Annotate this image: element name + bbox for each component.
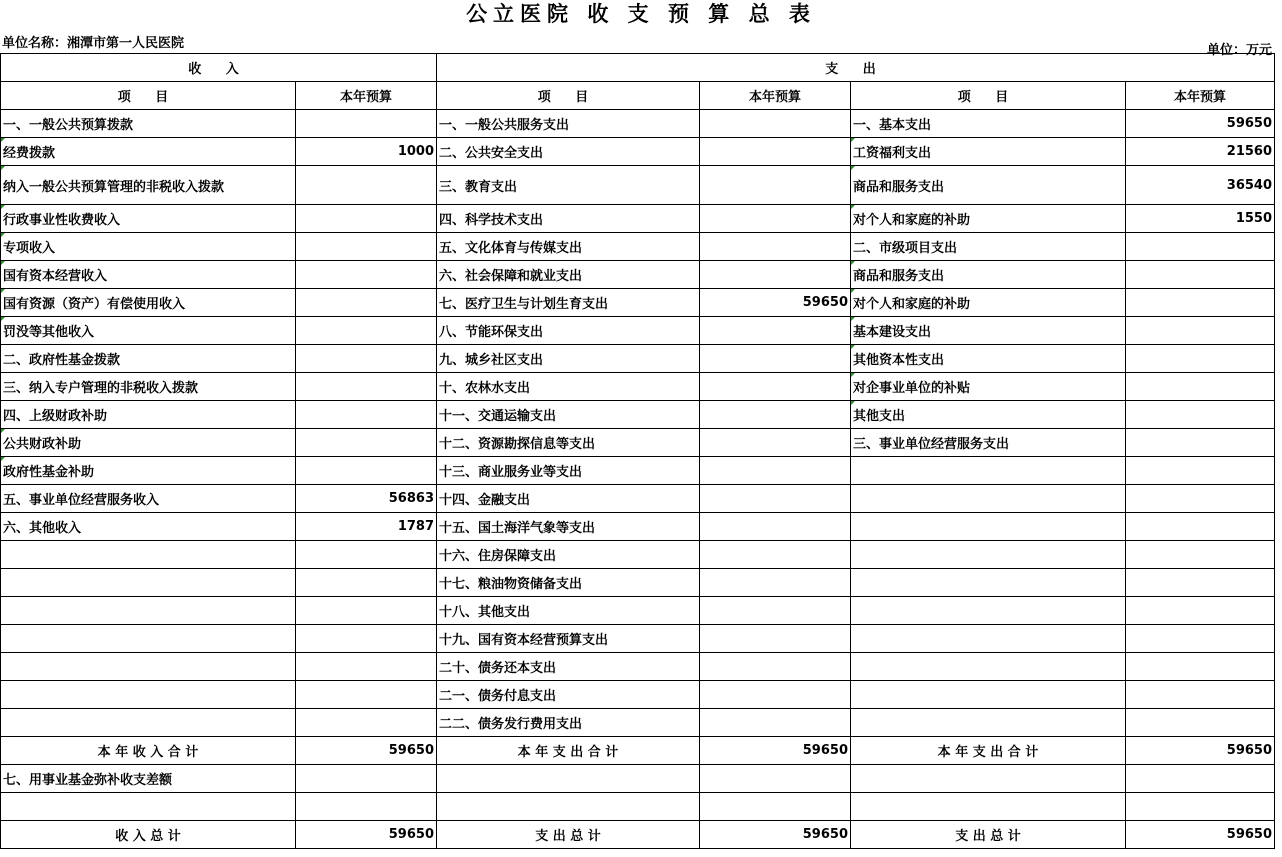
income-budget [296, 289, 437, 317]
table-row [1, 625, 1275, 653]
budget-table [0, 53, 1275, 849]
income-item [1, 541, 296, 569]
income-item: 政府性基金补助 [1, 457, 296, 485]
income-budget [296, 317, 437, 345]
expense-item: 十九、国有资本经营预算支出 [437, 625, 700, 653]
table-row [1, 653, 1275, 681]
expense-budget [700, 457, 851, 485]
expense-detail-item [851, 793, 1126, 821]
income-item: 七、用事业基金弥补收支差额 [1, 765, 296, 793]
expense-detail-budget [1126, 261, 1275, 289]
expense-budget [700, 793, 851, 821]
income-item: 国有资本经营收入 [1, 261, 296, 289]
income-item [1, 597, 296, 625]
table-row [1, 597, 1275, 625]
income-item [1, 625, 296, 653]
expense-detail-item: 对个人和家庭的补助 [851, 289, 1126, 317]
expense-detail-budget [1126, 317, 1275, 345]
expense-detail-budget [1126, 289, 1275, 317]
expense-annual-total-label: 本 年 支 出 合 计 [437, 737, 700, 765]
expense-budget [700, 166, 851, 205]
income-budget: 56863 [296, 485, 437, 513]
income-item [1, 681, 296, 709]
expense-detail-grand-total-label: 支 出 总 计 [851, 821, 1126, 849]
expense-detail-item: 基本建设支出 [851, 317, 1126, 345]
expense-detail-item: 三、事业单位经营服务支出 [851, 429, 1126, 457]
income-budget [296, 373, 437, 401]
income-item: 一、一般公共预算拨款 [1, 110, 296, 138]
income-item [1, 709, 296, 737]
expense-detail-budget [1126, 765, 1275, 793]
expense-item: 二一、债务付息支出 [437, 681, 700, 709]
expense-detail-budget [1126, 345, 1275, 373]
income-budget [296, 166, 437, 205]
table-row [1, 569, 1275, 597]
expense-detail-item: 一、基本支出 [851, 110, 1126, 138]
expense-budget-header: 本年预算 [700, 82, 851, 110]
income-item: 五、事业单位经营服务收入 [1, 485, 296, 513]
income-budget [296, 625, 437, 653]
expense-budget [700, 681, 851, 709]
expense-item: 十八、其他支出 [437, 597, 700, 625]
expense-budget [700, 261, 851, 289]
expense-item: 二、公共安全支出 [437, 138, 700, 166]
expense-item: 九、城乡社区支出 [437, 345, 700, 373]
expense-detail-budget [1126, 653, 1275, 681]
expense-grand-total-value: 59650 [700, 821, 851, 849]
expense-annual-total-value: 59650 [700, 737, 851, 765]
income-budget [296, 205, 437, 233]
income-budget [296, 681, 437, 709]
income-budget [296, 429, 437, 457]
grand-total-row [1, 821, 1275, 849]
expense-detail-budget [1126, 233, 1275, 261]
expense-detail-item: 商品和服务支出 [851, 261, 1126, 289]
expense-detail-budget [1126, 485, 1275, 513]
expense-item: 十、农林水支出 [437, 373, 700, 401]
expense-budget [700, 485, 851, 513]
expense-item: 四、科学技术支出 [437, 205, 700, 233]
table-row [1, 261, 1275, 289]
expense-detail-budget [1126, 681, 1275, 709]
expense-detail-budget [1126, 569, 1275, 597]
expense-item: 六、社会保障和就业支出 [437, 261, 700, 289]
expense-budget [700, 653, 851, 681]
expense-budget [700, 765, 851, 793]
income-budget-header: 本年预算 [296, 82, 437, 110]
expense-budget [700, 110, 851, 138]
expense-detail-item [851, 653, 1126, 681]
income-item [1, 793, 296, 821]
expense-item-header: 项 目 [437, 82, 700, 110]
income-budget: 1787 [296, 513, 437, 541]
expense-budget [700, 625, 851, 653]
table-row [1, 429, 1275, 457]
expense-detail-budget [1126, 793, 1275, 821]
expense-item: 十二、资源勘探信息等支出 [437, 429, 700, 457]
expense-detail-grand-total-value: 59650 [1126, 821, 1275, 849]
income-item-header: 项 目 [1, 82, 296, 110]
expense-detail-item: 其他支出 [851, 401, 1126, 429]
expense-detail-budget [1126, 541, 1275, 569]
table-row [1, 485, 1275, 513]
table-row [1, 765, 1275, 793]
table-row [1, 110, 1275, 138]
expense-item: 十六、住房保障支出 [437, 541, 700, 569]
income-budget [296, 345, 437, 373]
income-budget [296, 261, 437, 289]
table-row [1, 373, 1275, 401]
income-item: 罚没等其他收入 [1, 317, 296, 345]
expense-budget [700, 373, 851, 401]
expense-item [437, 765, 700, 793]
income-budget [296, 401, 437, 429]
expense-detail-budget: 21560 [1126, 138, 1275, 166]
expense-detail-budget: 1550 [1126, 205, 1275, 233]
expense-detail-budget [1126, 429, 1275, 457]
expense-item: 一、一般公共服务支出 [437, 110, 700, 138]
expense-detail-budget [1126, 625, 1275, 653]
table-row [1, 793, 1275, 821]
table-row [1, 138, 1275, 166]
table-row [1, 681, 1275, 709]
expense-budget [700, 597, 851, 625]
expense-item: 二十、债务还本支出 [437, 653, 700, 681]
income-item [1, 653, 296, 681]
expense-budget [700, 401, 851, 429]
table-row [1, 166, 1275, 205]
expense-budget [700, 513, 851, 541]
expense-detail-item: 对个人和家庭的补助 [851, 205, 1126, 233]
expense-detail-budget [1126, 457, 1275, 485]
income-grand-total-value: 59650 [296, 821, 437, 849]
income-budget [296, 110, 437, 138]
expense-detail-item: 对企事业单位的补贴 [851, 373, 1126, 401]
income-budget [296, 793, 437, 821]
income-budget [296, 541, 437, 569]
expense-detail-budget [1126, 513, 1275, 541]
expense-detail-item [851, 765, 1126, 793]
income-item: 专项收入 [1, 233, 296, 261]
expense-detail-budget [1126, 373, 1275, 401]
table-row [1, 541, 1275, 569]
expense-budget [700, 429, 851, 457]
expense-detail-item [851, 541, 1126, 569]
expense-budget [700, 138, 851, 166]
expense-budget: 59650 [700, 289, 851, 317]
expense-detail-item: 工资福利支出 [851, 138, 1126, 166]
expense-detail-item [851, 569, 1126, 597]
expense-detail-item [851, 513, 1126, 541]
income-budget [296, 457, 437, 485]
expense-item: 十五、国土海洋气象等支出 [437, 513, 700, 541]
expense-budget [700, 317, 851, 345]
expense-budget [700, 233, 851, 261]
page-title: 公立医院 收 支 预 算 总 表 [466, 1, 816, 26]
table-row [1, 401, 1275, 429]
expense-item: 十四、金融支出 [437, 485, 700, 513]
expense-detail-annual-total-value: 59650 [1126, 737, 1275, 765]
expense-detail-item [851, 709, 1126, 737]
expense-detail-item: 二、市级项目支出 [851, 233, 1126, 261]
expense-budget [700, 345, 851, 373]
income-section-header: 收 入 [1, 54, 437, 82]
income-item: 六、其他收入 [1, 513, 296, 541]
expense-item: 七、医疗卫生与计划生育支出 [437, 289, 700, 317]
income-item: 纳入一般公共预算管理的非税收入拨款 [1, 166, 296, 205]
income-budget [296, 653, 437, 681]
expense-detail-budget: 36540 [1126, 166, 1275, 205]
income-budget [296, 709, 437, 737]
expense-item: 五、文化体育与传媒支出 [437, 233, 700, 261]
expense-item: 三、教育支出 [437, 166, 700, 205]
expense-detail-item [851, 597, 1126, 625]
expense-budget [700, 205, 851, 233]
table-row [1, 205, 1275, 233]
expense-grand-total-label: 支 出 总 计 [437, 821, 700, 849]
table-row [1, 317, 1275, 345]
income-budget [296, 597, 437, 625]
unit-name: 单位名称：湘潭市第一人民医院 [2, 36, 185, 51]
expense-detail-item [851, 681, 1126, 709]
expense-detail-item [851, 625, 1126, 653]
table-row [1, 289, 1275, 317]
expense-detail-budget [1126, 401, 1275, 429]
expense-detail-budget [1126, 597, 1275, 625]
expense-detail-budget-header: 本年预算 [1126, 82, 1275, 110]
section-header-row [1, 54, 1275, 82]
table-row [1, 457, 1275, 485]
expense-detail-budget: 59650 [1126, 110, 1275, 138]
expense-detail-annual-total-label: 本 年 支 出 合 计 [851, 737, 1126, 765]
income-item: 经费拨款 [1, 138, 296, 166]
expense-budget [700, 569, 851, 597]
income-item [1, 569, 296, 597]
column-header-row [1, 82, 1275, 110]
income-budget [296, 569, 437, 597]
income-grand-total-label: 收 入 总 计 [1, 821, 296, 849]
income-budget [296, 765, 437, 793]
annual-total-row [1, 737, 1275, 765]
income-budget [296, 233, 437, 261]
income-budget: 1000 [296, 138, 437, 166]
currency-unit: 单位：万元 [1206, 43, 1272, 58]
table-row [1, 709, 1275, 737]
expense-item: 十一、交通运输支出 [437, 401, 700, 429]
income-item: 四、上级财政补助 [1, 401, 296, 429]
income-item: 二、政府性基金拨款 [1, 345, 296, 373]
table-row [1, 345, 1275, 373]
table-row [1, 513, 1275, 541]
table-row [1, 233, 1275, 261]
income-annual-total-label: 本 年 收 入 合 计 [1, 737, 296, 765]
expense-detail-item [851, 485, 1126, 513]
income-item: 国有资源（资产）有偿使用收入 [1, 289, 296, 317]
expense-item: 十七、粮油物资储备支出 [437, 569, 700, 597]
expense-item: 二二、债务发行费用支出 [437, 709, 700, 737]
income-annual-total-value: 59650 [296, 737, 437, 765]
expense-detail-item: 商品和服务支出 [851, 166, 1126, 205]
expense-budget [700, 541, 851, 569]
income-item: 公共财政补助 [1, 429, 296, 457]
expense-budget [700, 709, 851, 737]
expense-detail-item: 其他资本性支出 [851, 345, 1126, 373]
expense-detail-item-header: 项 目 [851, 82, 1126, 110]
expense-item: 八、节能环保支出 [437, 317, 700, 345]
expense-section-header: 支 出 [437, 54, 1275, 82]
expense-detail-budget [1126, 709, 1275, 737]
expense-item [437, 793, 700, 821]
income-item: 三、纳入专户管理的非税收入拨款 [1, 373, 296, 401]
expense-item: 十三、商业服务业等支出 [437, 457, 700, 485]
expense-detail-item [851, 457, 1126, 485]
income-item: 行政事业性收费收入 [1, 205, 296, 233]
